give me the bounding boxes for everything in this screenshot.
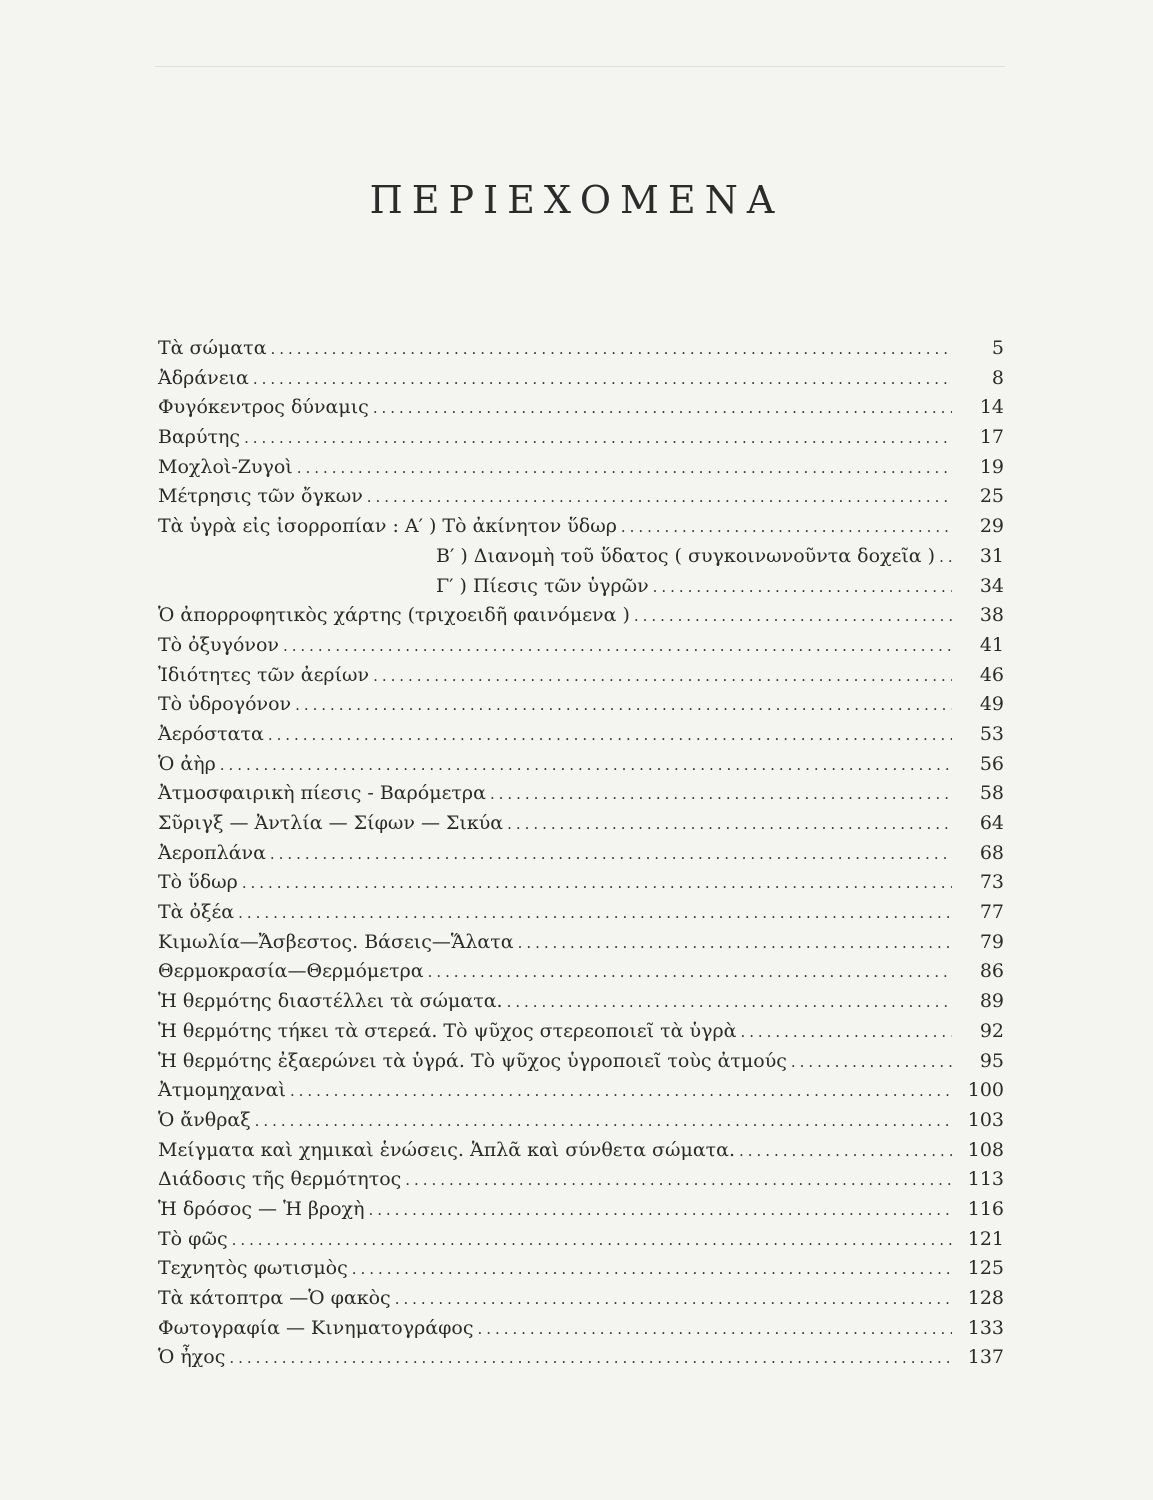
toc-title: Τὰ ὑγρὰ εἰς ἰσορροπίαν : Α′ ) Τὸ ἀκίνητον ὕδωρ — [158, 515, 617, 538]
toc-title: Φωτογραφία — Κινηματογράφος — [158, 1316, 474, 1339]
toc-page: 5 — [991, 337, 1004, 359]
table-of-contents — [158, 334, 1004, 1373]
toc-page: 128 — [967, 1287, 1004, 1309]
toc-page: 125 — [967, 1257, 1004, 1280]
toc-page: 113 — [967, 1168, 1004, 1191]
toc-row — [158, 393, 1004, 423]
toc-row — [158, 512, 1004, 542]
toc-title: Ἀερόστατα — [158, 722, 264, 745]
toc-row — [158, 631, 1004, 661]
toc-title: Ἰδιότητες τῶν ἀερίων — [158, 663, 370, 686]
leader-dots — [368, 1196, 952, 1226]
leader-dots — [518, 929, 952, 959]
toc-row — [158, 1195, 1004, 1225]
toc-title: Τὸ φῶς — [158, 1227, 228, 1250]
leader-dots — [232, 1226, 952, 1256]
toc-row — [158, 1165, 1004, 1195]
toc-title: Τὰ κάτοπτρα —Ὁ φακὸς — [158, 1287, 391, 1309]
toc-page: 25 — [979, 485, 1004, 508]
toc-row — [158, 690, 1004, 720]
toc-row — [158, 957, 1004, 987]
toc-page: 77 — [979, 901, 1004, 924]
toc-page: 34 — [979, 574, 1004, 597]
toc-page: 86 — [979, 960, 1004, 983]
leader-dots — [295, 691, 952, 721]
leader-dots — [395, 1285, 952, 1315]
toc-page: 137 — [967, 1346, 1004, 1369]
toc-title: Ἀδράνεια — [158, 366, 249, 389]
toc-title: Ὁ ἀὴρ — [158, 752, 216, 775]
leader-dots — [352, 1255, 952, 1285]
toc-title: Β′ ) Διανομὴ τοῦ ὕδατος ( συγκοινωνοῦντα δοχεῖα ) — [436, 544, 936, 567]
toc-title: Μοχλοὶ-Ζυγοὶ — [158, 455, 293, 478]
leader-dots — [271, 335, 952, 365]
toc-page: 17 — [979, 426, 1004, 449]
toc-page: 8 — [991, 366, 1004, 389]
leader-dots — [507, 988, 952, 1018]
toc-page: 41 — [979, 633, 1004, 656]
toc-row — [158, 720, 1004, 750]
toc-row — [158, 928, 1004, 958]
toc-row — [158, 1106, 1004, 1136]
leader-dots — [255, 1107, 952, 1137]
leader-dots — [270, 840, 952, 870]
toc-page: 121 — [967, 1227, 1004, 1250]
toc-page: 133 — [967, 1316, 1004, 1339]
toc-row — [158, 423, 1004, 453]
leader-dots — [238, 899, 952, 929]
leader-dots — [290, 1077, 952, 1107]
toc-row — [158, 809, 1004, 839]
toc-title: Τὸ ὑδρογόνον — [158, 693, 292, 716]
toc-page: 79 — [979, 930, 1004, 953]
leader-dots — [740, 1018, 952, 1048]
leader-dots — [367, 483, 952, 513]
leader-dots — [507, 810, 952, 840]
toc-title: Ἀεροπλάνα — [158, 841, 266, 864]
toc-title: Σῦριγξ — Ἀντλία — Σίφων — Σικύα — [158, 812, 504, 834]
toc-title: Μείγματα καὶ χημικαὶ ἑνώσεις. Ἁπλᾶ καὶ σύνθετα σώματα. — [158, 1138, 736, 1161]
toc-row — [158, 601, 1004, 631]
toc-page: 14 — [979, 396, 1004, 419]
toc-title: Μέτρησις τῶν ὄγκων — [158, 485, 363, 508]
toc-page: 103 — [967, 1108, 1004, 1131]
toc-title: Γ′ ) Πίεσις τῶν ὑγρῶν — [436, 574, 649, 597]
leader-dots — [229, 1344, 952, 1374]
leader-dots — [244, 424, 952, 454]
toc-page: 31 — [979, 544, 1004, 567]
leader-dots — [283, 632, 952, 662]
toc-row — [158, 779, 1004, 809]
toc-row — [158, 1136, 1004, 1166]
toc-title: Ἡ θερμότης διαστέλλει τὰ σώματα. — [158, 990, 503, 1013]
leader-dots — [621, 513, 952, 543]
toc-page: 116 — [967, 1197, 1004, 1220]
toc-title: Θερμοκρασία—Θερμόμετρα — [158, 960, 424, 983]
toc-title: Ἡ θερμότης τήκει τὰ στερεά. Τὸ ψῦχος στερεοποιεῖ τὰ ὑγρὰ — [158, 1019, 737, 1042]
toc-row — [158, 661, 1004, 691]
leader-dots — [739, 1137, 952, 1167]
toc-row — [158, 987, 1004, 1017]
leader-dots — [297, 454, 952, 484]
toc-title: Κιμωλία—Ἄσβεστος. Βάσεις—Ἅλατα — [158, 930, 514, 953]
toc-title: Ἀτμομηχαναὶ — [158, 1079, 286, 1102]
toc-page: 38 — [979, 604, 1004, 627]
toc-page: 19 — [979, 455, 1004, 478]
toc-title: Ἡ δρόσος — Ἡ βροχὴ — [158, 1197, 365, 1220]
toc-row — [158, 898, 1004, 928]
leader-dots — [634, 602, 952, 632]
leader-dots — [405, 1166, 952, 1196]
toc-row — [158, 334, 1004, 364]
toc-row — [158, 868, 1004, 898]
leader-dots — [373, 662, 952, 692]
toc-row — [158, 1225, 1004, 1255]
toc-page: 46 — [979, 663, 1004, 686]
toc-title: Ὁ ἦχος — [158, 1346, 226, 1369]
toc-page: 95 — [979, 1049, 1004, 1072]
toc-page: 53 — [979, 722, 1004, 745]
toc-row — [158, 1314, 1004, 1344]
toc-title: Διάδοσις τῆς θερμότητος — [158, 1168, 402, 1191]
toc-page: 49 — [979, 693, 1004, 716]
leader-dots — [268, 721, 952, 751]
leader-dots — [253, 365, 952, 395]
leader-dots — [373, 394, 952, 424]
leader-dots — [653, 573, 952, 603]
leader-dots — [791, 1048, 952, 1078]
leader-dots — [478, 1315, 953, 1345]
toc-row — [158, 1076, 1004, 1106]
toc-page: 73 — [979, 871, 1004, 894]
toc-title: Βαρύτης — [158, 426, 241, 449]
toc-row — [158, 1343, 1004, 1373]
toc-title: Τὸ ὀξυγόνον — [158, 633, 279, 656]
toc-row — [158, 1254, 1004, 1284]
show-through-rule — [155, 66, 1005, 67]
toc-title: Τὸ ὕδωρ — [158, 871, 238, 894]
toc-title: Φυγόκεντρος δύναμις — [158, 396, 369, 419]
leader-dots — [428, 958, 952, 988]
leader-dots — [939, 543, 952, 573]
toc-row — [158, 453, 1004, 483]
toc-row — [158, 482, 1004, 512]
toc-row — [158, 364, 1004, 394]
toc-page: 56 — [979, 752, 1004, 775]
toc-row — [158, 1047, 1004, 1077]
leader-dots — [242, 869, 952, 899]
page-title: ΠΕΡΙΕΧΟΜΕΝΑ — [369, 178, 784, 222]
toc-page: 108 — [967, 1138, 1004, 1161]
toc-page: 68 — [979, 841, 1004, 864]
toc-title: Ἀτμοσφαιρικὴ πίεσις - Βαρόμετρα — [158, 782, 486, 805]
toc-page: 89 — [979, 990, 1004, 1013]
toc-title: Τὰ ὀξέα — [158, 901, 235, 924]
toc-title: Ἡ θερμότης ἐξαερώνει τὰ ὑγρά. Τὸ ψῦχος ὑγροποιεῖ τοὺς ἀτμούς — [158, 1049, 787, 1072]
toc-row — [158, 1284, 1004, 1314]
toc-page: 58 — [979, 782, 1004, 805]
toc-page: 92 — [979, 1019, 1004, 1042]
toc-row — [158, 839, 1004, 869]
toc-row — [158, 542, 1004, 572]
leader-dots — [220, 751, 952, 781]
toc-row — [158, 1017, 1004, 1047]
toc-title: Τεχνητὸς φωτισμὸς — [158, 1257, 348, 1280]
toc-row — [158, 750, 1004, 780]
toc-title: Ὁ ἄνθραξ — [158, 1108, 251, 1131]
toc-title: Τὰ σώματα — [158, 337, 267, 359]
toc-row — [158, 572, 1004, 602]
toc-page: 64 — [979, 812, 1004, 834]
toc-page: 29 — [979, 515, 1004, 538]
toc-title: Ὁ ἀπορροφητικὸς χάρτης (τριχοειδῆ φαινόμενα ) — [158, 604, 630, 627]
leader-dots — [490, 780, 952, 810]
toc-page: 100 — [967, 1079, 1004, 1102]
